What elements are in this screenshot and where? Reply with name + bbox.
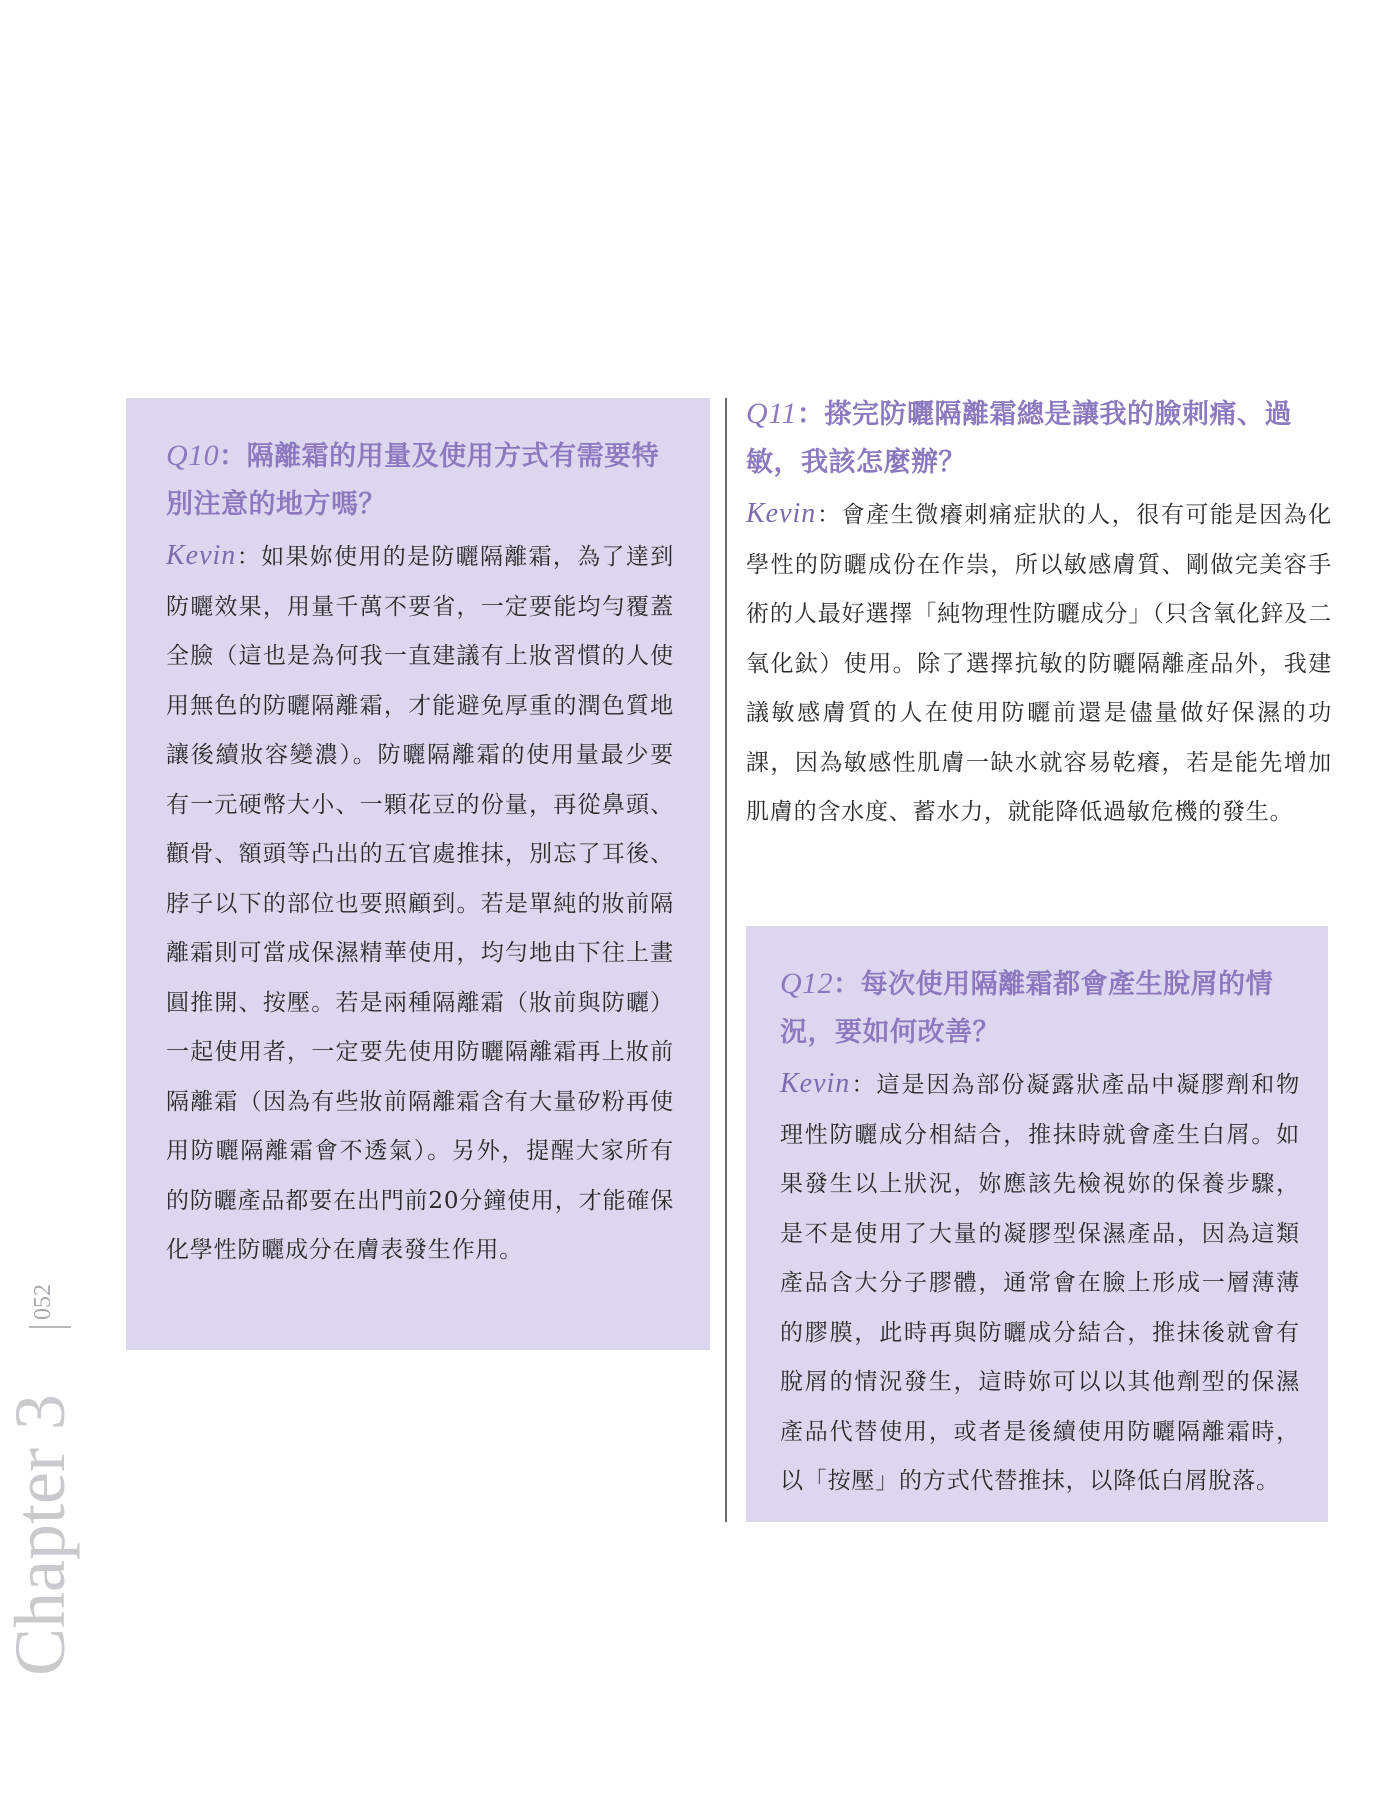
answer-text: ：這是因為部份凝露狀產品中凝膠劑和物理性防曬成分相結合，推抹時就會產生白屑。如果發生以上狀況，妳應該先檢視妳的保養步驟，是不是使用了大量的凝膠型保濕產品，因為這類產品含大分子膠體，通常會在臉上形成一層薄薄的膠膜，此時再與防曬成分結合，推抹後就會有脫屑的情況發生，這時妳可以以其他劑型的保濕產品代替使用，或者是後續使用防曬隔離霜時，以「按壓」的方式代替推抹，以降低白屑脫落。 <box>780 1072 1300 1494</box>
question-number: Q10 <box>166 439 220 472</box>
answer-text: ：會產生微癢刺痛症狀的人，很有可能是因為化學性的防曬成份在作祟，所以敏感膚質、剛做完美容手術的人最好選擇「純物理性防曬成分」（只含氧化鋅及二氧化鈦）使用。除了選擇抗敏的防曬隔離產品外，我建議敏感膚質的人在使用防曬前還是儘量做好保濕的功課，因為敏感性肌膚一缺水就容易乾癢，若是能先增加肌膚的含水度、蓄水力，就能降低過敏危機的發生。 <box>746 502 1332 825</box>
qa-block-q12 <box>746 926 1328 1522</box>
answer-text: ：如果妳使用的是防曬隔離霜，為了達到防曬效果，用量千萬不要省，一定要能均勻覆蓋全臉（這也是為何我一直建議有上妝習慣的人使用無色的防曬隔離霜，才能避免厚重的潤色質地讓後續妝容變濃）。防曬隔離霜的使用量最少要有一元硬幣大小、一顆花豆的份量，再從鼻頭、顴骨、額頭等凸出的五官處推抹，別忘了耳後、脖子以下的部位也要照顧到。若是單純的妝前隔離霜則可當成保濕精華使用，均勻地由下往上畫圓推開、按壓。若是兩種隔離霜（妝前與防曬）一起使用者，一定要先使用防曬隔離霜再上妝前隔離霜（因為有些妝前隔離霜含有大量矽粉再使用防曬隔離霜會不透氣）。另外，提醒大家所有的防曬產品都要在出門前20分鐘使用，才能確保化學性防曬成分在膚表發生作用。 <box>166 544 674 1263</box>
answer-paragraph <box>780 1059 1300 1507</box>
page-number-divider <box>29 1326 71 1328</box>
answer-paragraph <box>746 489 1332 838</box>
qa-block-q11 <box>740 384 1340 904</box>
question-number: Q11 <box>746 397 797 430</box>
question-heading <box>780 960 1300 1057</box>
question-text: ：搽完防曬隔離霜總是讓我的臉刺痛、過敏，我該怎麼辦？ <box>746 399 1292 478</box>
page-number: 052 <box>30 1284 56 1320</box>
speaker-name: Kevin <box>166 540 237 571</box>
qa-block-q10 <box>126 398 710 1350</box>
chapter-label: Chapter 3 <box>0 1394 80 1676</box>
question-number: Q12 <box>780 967 834 1000</box>
answer-paragraph <box>166 531 674 1276</box>
column-divider <box>725 398 727 1522</box>
question-heading <box>746 390 1332 487</box>
question-text: ：每次使用隔離霜都會產生脫屑的情況，要如何改善？ <box>780 969 1274 1048</box>
question-text: ：隔離霜的用量及使用方式有需要特別注意的地方嗎？ <box>166 441 660 520</box>
speaker-name: Kevin <box>746 498 817 529</box>
speaker-name: Kevin <box>780 1068 851 1099</box>
question-heading <box>166 432 674 529</box>
